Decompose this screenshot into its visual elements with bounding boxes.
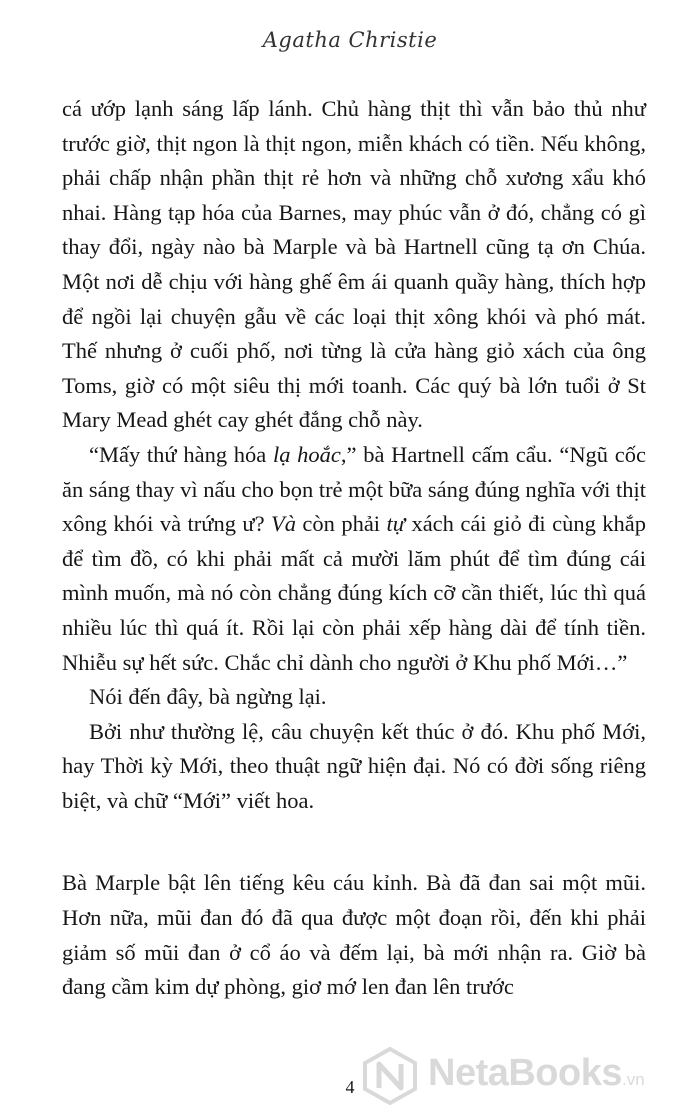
page-number: 4	[345, 1077, 355, 1097]
section-break	[62, 818, 646, 866]
emphasis-text: tự	[386, 511, 406, 537]
watermark-brand: NetaBooks	[428, 1052, 622, 1094]
watermark-tld: .vn	[622, 1070, 645, 1089]
watermark-logo	[360, 1046, 690, 1106]
dialogue-text: “Mấy thứ hàng hóa	[89, 441, 273, 467]
dialogue-text: xách cái giỏ đi cùng khắp để tìm đồ, có khi phải mất cả mười lăm phút để tìm đúng cái mình muốn, mà nó còn chẳng đúng kích cỡ cần thiết, lúc thì quá nhiều lúc thì quá ít. Rồi lại còn phải xếp hàng dài để tính tiền. Nhiễu sự hết sức. Chắc chỉ dành cho người ở Khu phố Mới…”	[62, 511, 646, 675]
emphasis-text: Và	[270, 511, 296, 537]
paragraph-2	[62, 438, 646, 680]
watermark-text	[428, 1052, 645, 1095]
page-body	[62, 92, 646, 1005]
netabooks-logo-icon	[360, 1046, 420, 1106]
running-head: Agatha Christie	[262, 28, 438, 52]
paragraph-3: Nói đến đây, bà ngừng lại.	[89, 684, 327, 710]
dialogue-text: còn phải	[295, 511, 387, 537]
emphasis-text: lạ hoắc	[272, 441, 341, 467]
dialogue-text: ,” bà Hartnell cấm cẩu. “Ngũ cốc ăn sáng thay vì nấu cho bọn trẻ một bữa sáng đúng nghĩa với thịt xông khói và trứng ư?	[62, 441, 646, 537]
paragraph-4: Bởi như thường lệ, câu chuyện kết thúc ở đó. Khu phố Mới, hay Thời kỳ Mới, theo thuật ngữ hiện đại. Nó có đời sống riêng biệt, và chữ “Mới” viết hoa.	[62, 718, 646, 813]
paragraph-5: Bà Marple bật lên tiếng kêu cáu kỉnh. Bà đã đan sai một mũi. Hơn nữa, mũi đan đó đã qua được một đoạn rồi, đến khi phải giảm số mũi đan ở cổ áo và đếm lại, bà mới nhận ra. Giờ bà đang cầm kim dự phòng, giơ mớ len đan lên trước	[62, 870, 646, 1000]
paragraph-1: cá ướp lạnh sáng lấp lánh. Chủ hàng thịt thì vẫn bảo thủ như trước giờ, thịt ngon là thịt ngon, miễn khách có tiền. Nếu không, phải chấp nhận phần thịt rẻ hơn và những chỗ xương xẩu khó nhai. Hàng tạp hóa của Barnes, may phúc vẫn ở đó, chẳng có gì thay đổi, ngày nào bà Marple và bà Hartnell cũng tạ ơn Chúa. Một nơi dễ chịu với hàng ghế êm ái quanh quầy hàng, thích hợp để ngồi lại chuyện gẫu về các loại thịt xông khói và phó mát. Thế nhưng ở cuối phố, nơi từng là cửa hàng giỏ xách của ông Toms, giờ có một siêu thị mới toanh. Các quý bà lớn tuổi ở St Mary Mead ghét cay ghét đắng chỗ này.	[62, 96, 646, 433]
